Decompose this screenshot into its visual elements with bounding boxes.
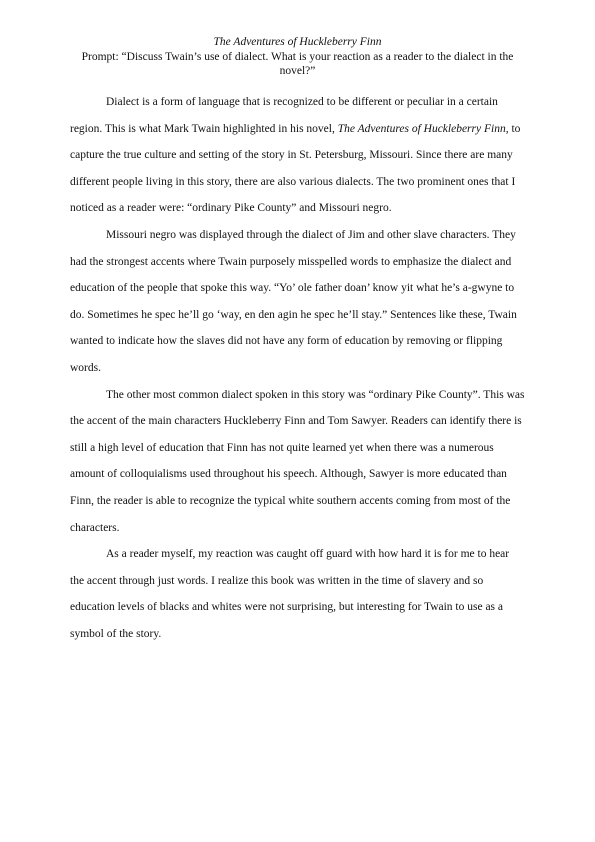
paragraph-1-text-before: Dialect is a form of language that is recognized to be different or peculiar in a certain region. This is what Mark Twain highlighted in his novel, <box>70 96 498 135</box>
paragraph-1 <box>70 89 526 222</box>
essay-prompt: Prompt: “Discuss Twain’s use of dialect. What is your reaction as a reader to the dialect in the novel?” <box>81 51 514 77</box>
paragraph-3: The other most common dialect spoken in this story was “ordinary Pike County”. This was the accent of the main characters Huckleberry Finn and Tom Sawyer. Readers can identify there is still a high level of education that Finn has not quite learned yet when there was a numerous amount of colloquialisms used throughout his speech. Although, Sawyer is more educated than Finn, the reader is able to recognize the typical white southern accents coming from most of the characters. <box>70 388 525 534</box>
paragraph-2: Missouri negro was displayed through the dialect of Jim and other slave characters. They had the strongest accents where Twain purposely misspelled words to emphasize the dialect and education of the people that spoke this way. “Yo’ ole father doan’ know yit what he’s a-gwyne to do. Sometimes he spec he’ll go ‘way, en den agin he spec he’ll stay.” Sentences like these, Twain wanted to indicate how the slaves did not have any form of education by removing or flipping words. <box>70 228 517 374</box>
novel-title-italic: The Adventures of Huckleberry Finn <box>337 122 506 135</box>
paragraph-1-text-after: , to capture the true culture and setting of the story in St. Petersburg, Missouri. Since there are many different people living in this story, there are also various dialects. The two prominent ones that I noticed as a reader were: “ordinary Pike County” and Missouri negro. <box>70 122 521 215</box>
essay-body <box>70 89 526 647</box>
document-title: The Adventures of Huckleberry Finn <box>213 36 382 48</box>
paragraph-4: As a reader myself, my reaction was caught off guard with how hard it is for me to hear the accent through just words. I realize this book was written in the time of slavery and so education levels of blacks and whites were not surprising, but interesting for Twain to use as a symbol of the story. <box>70 548 510 640</box>
